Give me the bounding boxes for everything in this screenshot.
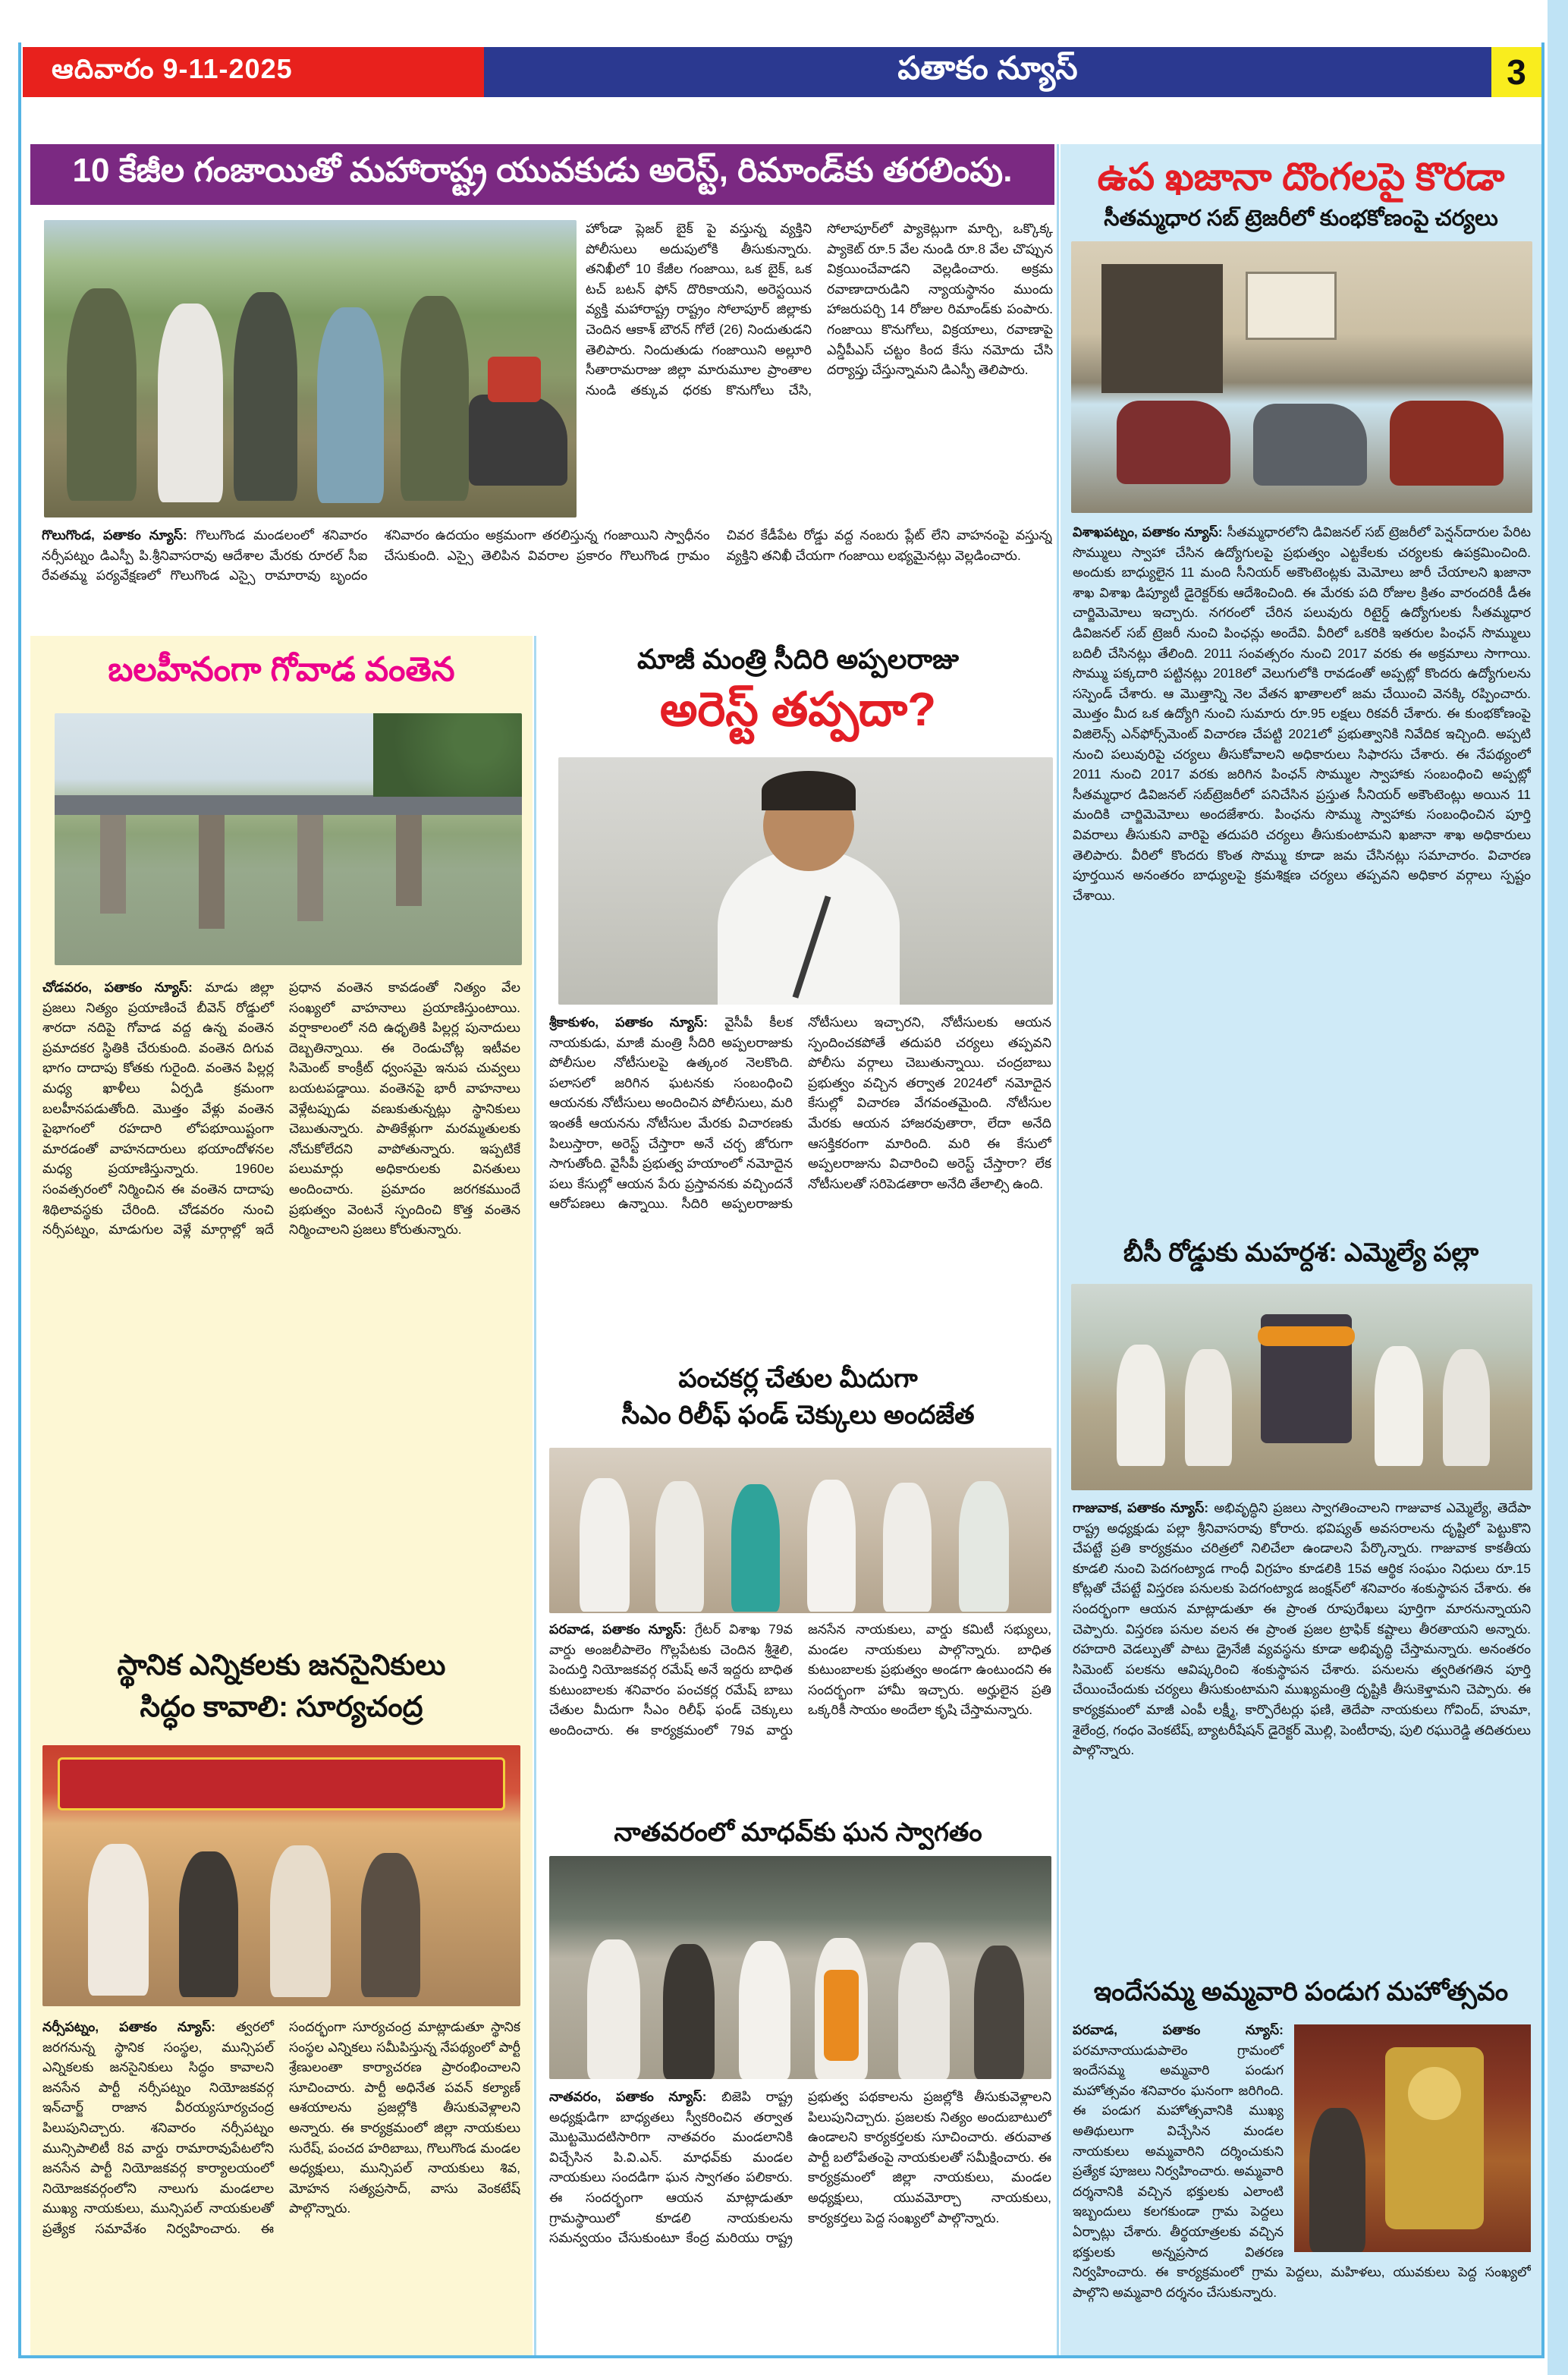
column-rule-left [534, 636, 536, 2355]
headline-text: నాతవరంలో మాధవ్‌కు ఘన స్వాగతం [614, 1818, 982, 1847]
masthead-text: పతాకం న్యూస్ [897, 49, 1078, 86]
hair-shape [762, 771, 856, 810]
masthead [484, 47, 1491, 97]
notice-board-shape [1246, 272, 1337, 340]
white-shirt-shape [718, 848, 900, 1005]
police-figure [67, 288, 137, 501]
person-figure [1117, 1345, 1165, 1466]
person-figure [361, 1853, 420, 1997]
devotee-figure [1309, 2108, 1365, 2252]
person-figure [974, 1946, 1024, 2079]
headline-text: బీసీ రోడ్డుకు మహర్దశ: ఎమ్మెల్యే పల్లా [1123, 1238, 1479, 1267]
headline-text: ఇందేసమ్మ అమ్మవారి పండుగ మహోత్సవం [1093, 1977, 1509, 2006]
person-figure [898, 1942, 950, 2079]
woman-figure [731, 1484, 780, 1612]
saffron-scarf-shape [824, 1970, 859, 2061]
body-text: హోండా ప్లెజర్ బైక్ పై వస్తున్న వ్యక్తిని పోలీసులు అదుపులోకి తీసుకున్నారు. తనిఖీలో 10 కేజీల గంజాయి, ఒక బైక్, ఒక టచ్ బటన్ ఫోన్ దొరికాయని, అరెస్టయిన వ్యక్తి మహారాష్ట్ర రాష్ట్రం సోలాపూర్ జిల్లాకు చెందిన ఆకాశ్ బౌరన్ గోలే (26) నిందుతుడని తెలిపారు. నిందుతుడు గంజాయిని అల్లూరి సీతారామరాజు జిల్లా మారుమూల ప్రాంతాల నుండి తక్కువ ధరకు కొనుగోలు చేసి, సోలాపూర్‌లో ప్యాకెట్లుగా మార్చి, ఒక్కొక్క ప్యాకెట్ రూ.5 వేల నుండి రూ.8 వేల చొప్పున విక్రయించేవాడని వెల్లడించారు. అక్రమ రవాణాదారుడిని న్యాయస్థానం ముందు హాజరుపర్చి 14 రోజుల రిమాండ్‌కు పంపారు. గంజాయి కొనుగోలు, విక్రయాలు, రవాణాపై ఎన్డీపీఎస్ చట్టం కింద కేసు నమోదు చేసి దర్యాప్తు చేస్తున్నామని డిఎస్పీ తెలిపారు. [586, 221, 1053, 398]
person-figure [1375, 1346, 1423, 1466]
person-figure [317, 307, 384, 503]
person-figure [883, 1483, 932, 1612]
headline-line2: అరెస్ట్ తప్పదా? [659, 684, 937, 736]
person-figure [179, 1851, 238, 1997]
janasena-meeting-photo [42, 1745, 520, 2006]
doorway-shape [1101, 264, 1223, 393]
treasury-office-photo [1071, 241, 1532, 513]
person-figure [739, 1941, 790, 2079]
body-text: అభివృద్ధిని ప్రజలు స్వాగతించాలని గాజువాక ఎమ్మెల్యే, తెదేపా రాష్ట్ర అధ్యక్షుడు పల్లా శ్రీనివాసరావు కోరారు. భవిష్యత్ అవసరాలను దృష్టిలో పెట్టుకొని చేపట్టే ప్రతి కార్యక్రమం చరిత్రలో నిలిచేలా ఉండాలని పేర్కొన్నారు. గాజువాక కాకతీయ కూడలి నుంచి పెదగంట్యాడ గాంధీ విగ్రహం కూడలికి 15వ ఆర్థిక సంఘం నిధులు రూ.15 కోట్లతో చేపట్టే విస్తరణ పనులకు పెదగంట్యాడ జంక్షన్‌లో శనివారం శంకుస్థాపన చేశారు. ఈ సందర్భంగా ఆయన మాట్లాడుతూ ఈ ప్రాంత రూపురేఖలు పూర్తిగా మారనున్నాయని చెప్పారు. విస్తరణ పనుల వలన ఈ ప్రాంత ప్రజల ట్రాఫిక్ కష్టాలు తీరతాయని అన్నారు. రహదారి వెడల్పుతో పాటు డ్రైనేజీ వ్యవస్థను కూడా అభివృద్ధి చేస్తామన్నారు. అనంతరం సిమెంట్ పలకను ఆవిష్కరించి శంకుస్థాపన చేశారు. పనులను త్వరితగతిన పూర్తి చేయించేందుకు చర్యలు తీసుకుంటామని ముఖ్యమంత్రి దృష్టికి తీసుకెళ్తామని చెప్పారు. ఈ కార్యక్రమంలో మాజీ ఎంపీ లక్ష్మీ, కార్పొరేటర్లు ఫణి, తెదేపా నాయకులు గోవింద్, హుమా, శైలేంద్ర, గంధం వెంకటేష్, బ్యాటరీషేషన్ డైరెక్టర్ మొల్లి, పెంటీరావు, పులి రఘురెడ్డి తదితరులు పాల్గొన్నారు. [1073, 1500, 1531, 1758]
headline-text: బలహీనంగా గోవాడ వంతెన [108, 651, 455, 688]
person-figure [807, 1480, 856, 1612]
body-text: గ్రేటర్ విశాఖ 79వ వార్డు అంజలీపాలెం గొల్లపేటకు చెందిన శ్రీశైలి, పెందుర్తి నియోజకవర్గ రమేష్ అనే ఇద్దరు బాధిత కుటుంబాలకు శనివారం పంచకర్ల రమేష్ బాబు చేతుల మీదుగా సీఎం రిలీఫ్ ఫండ్ చెక్కులు అందించారు. ఈ కార్యక్రమంలో 79వ వార్డు జనసేన నాయకులు, వార్డు కమిటీ సభ్యులు, మండల నాయకులు పాల్గొన్నారు. బాధిత కుటుంబాలకు ప్రభుత్వం అండగా ఉంటుందని ఈ సందర్భంగా హామీ ఇచ్చారు. అర్హులైన ప్రతి ఒక్కరికీ సాయం అందేలా కృషి చేస్తామన్నారు. [549, 1622, 1051, 1738]
person-figure [234, 292, 297, 501]
indesamma-festival-photo [1294, 2024, 1531, 2252]
headline-line2: సిద్ధం కావాలి: సూర్యచంద్ర [140, 1691, 423, 1724]
article-body [549, 2087, 1051, 2352]
frame-right [1541, 42, 1544, 2358]
body-text: పరమానాయుడుపాలెం గ్రామంలో ఇందేసమ్మ అమ్మవారి పండుగ మహోత్సవం శనివారం ఘనంగా జరిగింది. ఈ పండుగ మహోత్సవానికి ముఖ్య అతిథులుగా విచ్చేసిన మండల నాయకులు అమ్మవారిని దర్శించుకుని ప్రత్యేక పూజలు నిర్వహించారు. అమ్మవారి దర్శనానికి వచ్చిన భక్తులకు ఎలాంటి ఇబ్బందులు కలగకుండా గ్రామ పెద్దలు ఏర్పాట్లు చేశారు. తీర్థయాత్రలకు వచ్చిన భక్తులకు అన్నప్రసాద వితరణ నిర్వహించారు. ఈ కార్యక్రమంలో గ్రామ పెద్దలు, మహిళలు, యువకులు పెద్ద సంఖ్యలో పాల్గొని అమ్మవారి దర్శనం చేసుకున్నారు. [1073, 2042, 1531, 2300]
dateline: పరవాడ, పతాకం న్యూస్: [549, 1622, 687, 1637]
scooter-shape [1117, 401, 1230, 484]
article-body [42, 977, 520, 1637]
body-text: మాడు జిల్లా ప్రజలు నిత్యం ప్రయాణించే బీవెన్ రోడ్డులో శారదా నదిపై గోవాడ వద్ద ఉన్న వంతెన ప్రమాదకర స్థితికి చేరుకుంది. వంతెన దిగువ భాగం దాదాపు కోతకు గురైంది. వంతెన పిల్లర్ల మధ్య ఖాళీలు ఏర్పడి క్రమంగా బలహీనపడుతోంది. మొత్తం వేళ్లు వంతెన పైభాగంలో రహదారి లోపభూయిష్టంగా మారడంతో వాహనదారులు భయాందోళనల మధ్య ప్రయాణిస్తున్నారు. 1960ల సంవత్సరంలో నిర్మించిన ఈ వంతెన దాదాపు శిథిలావస్థకు చేరింది. చోడవరం నుంచి నర్సీపట్నం, మాడుగుల వెళ్లే మార్గాల్లో ఇదే ప్రధాన వంతెన కావడంతో నిత్యం వేల సంఖ్యలో వాహనాలు ప్రయాణిస్తుంటాయి. వర్షాకాలంలో నది ఉధృతికి పిల్లర్ల పునాదులు దెబ్బతిన్నాయి. ఈ రెండుచోట్ల ఇటీవల సిమెంట్ కాంక్రీట్ ధ్వంసమై ఇనుప చువ్వలు బయటపడ్డాయి. వంతెనపై భారీ వాహనాలు వెళ్లేటప్పుడు వణుకుతున్నట్లు స్థానికులు చెబుతున్నారు. పాతికేళ్లుగా మరమ్మతులకు నోచుకోలేదని వాపోతున్నారు. ఇప్పటికే పలుమార్లు అధికారులకు వినతులు అందించారు. ప్రమాదం జరగకముందే ప్రభుత్వం వెంటనే స్పందించి కొత్త వంతెన నిర్మించాలని ప్రజలు కోరుతున్నారు. [42, 980, 520, 1238]
headline-line1: స్థానిక ఎన్నికలకు జనసైనికులు [117, 1650, 446, 1681]
dateline: గాజువాక, పతాకం న్యూస్: [1073, 1500, 1209, 1515]
dateline: గొలుగొండ, పతాకం న్యూస్: [42, 527, 187, 543]
person-figure [580, 1478, 630, 1612]
body-text: వైసీపీ కీలక నాయకుడు, మాజీ మంత్రి సీదిరి అప్పలరాజుకు పోలీసుల నోటీసులపై ఉత్కంఠ నెలకొంది. పలాసలో జరిగిన ఘటనకు సంబంధించి ఆయనకు నోటీసులు అందించిన పోలీసులు, మరి ఇంతకీ ఆయనను నోటీసుల మేరకు విచారణకు పిలుస్తారా, అరెస్ట్ చేస్తారా అనే చర్చ జోరుగా సాగుతోంది. వైసీపీ ప్రభుత్వ హయాంలో నమోదైన పలు కేసుల్లో ఆయన పేరు ప్రస్తావనకు వచ్చిందనే ఆరోపణలు ఉన్నాయి. సీదిరి అప్పలరాజుకు నోటీసులు ఇచ్చారని, నోటీసులకు ఆయన స్పందించకపోతే తదుపరి చర్యలు తప్పవని పోలీసు వర్గాలు చెబుతున్నాయి. చంద్రబాబు ప్రభుత్వం వచ్చిన తర్వాత 2024లో నమోదైన కేసుల్లో విచారణ వేగవంతమైంది. నోటీసుల మేరకు ఆయన హాజరవుతారా, లేదా అనేది ఆసక్తికరంగా మారింది. మరి ఈ కేసులో అప్పలరాజును విచారించి అరెస్ట్ చేస్తారా? లేక నోటీసులతో సరిపెడతారా అనేది తేలాల్సి ఉంది. [549, 1014, 1051, 1212]
seized-bag-shape [488, 357, 541, 402]
scooter-shape [1390, 401, 1504, 486]
body-text: బిజెపి రాష్ట్ర అధ్యక్షుడిగా బాధ్యతలు స్వీకరించిన తర్వాత మొట్టమొదటిసారిగా నాతవరం మండలానికి విచ్చేసిన పి.వి.ఎన్. మాధవ్‌కు మండల నాయకులు సందడిగా ఘన స్వాగతం పలికారు. ఈ సందర్భంగా ఆయన మాట్లాడుతూ గ్రామస్థాయిలో కూడలి నాయకులను సమన్వయం చేసుకుంటూ కేంద్ర మరియు రాష్ట్ర ప్రభుత్వ పథకాలను ప్రజల్లోకి తీసుకువెళ్లాలని పిలుపునిచ్చారు. ప్రజలకు నిత్యం అందుబాటులో ఉండాలని కార్యకర్తలకు సూచించారు. తరువాత పార్టీ బలోపేతంపై నాయకులతో సమీక్షించారు. ఈ కార్యక్రమంలో జిల్లా నాయకులు, మండల అధ్యక్షులు, యువమోర్చా నాయకులు, కార్యకర్తలు పెద్ద సంఖ్యలో పాల్గొన్నారు. [549, 2089, 1051, 2246]
bridge-pillar [100, 815, 126, 914]
person-figure [587, 1939, 640, 2079]
article-body [42, 2017, 520, 2346]
edge-band [1548, 0, 1568, 2375]
indesamma-headline [1061, 1974, 1541, 2011]
frame-bottom [18, 2355, 1543, 2358]
treasury-subhead [1061, 206, 1541, 237]
person-figure [158, 304, 223, 502]
body-text: సీతమ్మధారలోని డివిజనల్ సబ్ ట్రెజరీలో పెన్షన్‌దారుల పేరిట సొమ్ములు స్వాహా చేసిన ఉద్యోగులపై ప్రభుత్వం ఎట్టకేలకు చర్యలకు ఉపక్రమించింది. అందుకు బాధ్యులైన 11 మంది సీనియర్ అకౌంటెంట్లకు మెమోలు జారీ చేయాలని ఖజానా శాఖ విశాఖ డిప్యూటీ డైరెక్టర్‌కు ఆదేశించింది. ఈ మేరకు పది రోజుల క్రితం వారందరికీ డీఈ చార్జిమెమోలు ఇచ్చారు. నగరంలో చేరిన పలువురు రిటైర్డ్ ఉద్యోగులకు సీతమ్మధార డివిజనల్ సబ్ ట్రెజరీ నుంచి పింఛన్లు అందేవి. వీరిలో ఒకరికి ఇతరుల పింఛన్ సొమ్ములు బదిలీ చేసినట్లు తేలింది. 2011 సంవత్సరం నుంచి 2017 వరకు ఈ అక్రమాలు సాగాయి. సొమ్ము పక్కదారి పట్టినట్లు 2018లో వెలుగులోకి రావడంతో అప్పట్లో కొందరు ఉద్యోగులను సస్పెండ్ చేశారు. ఆ మొత్తాన్ని నెల వేతన ఖాతాలలో జమ చేయించి వెనక్కి రప్పించారు. మొత్తం మీద ఒక ఉద్యోగి నుంచి సుమారు రూ.95 లక్షలు రికవరీ చేశారు. ఈ కుంభకోణంపై విజిలెన్స్ ఎన్‌ఫోర్స్‌మెంట్ విచారణ చేపట్టి 2021లో ప్రభుత్వానికి నివేదిక ఇచ్చింది. అప్పటి నుంచి పలువురిపై చర్యలు తీసుకోవాలని అధికారులు సిఫారసు చేశారు. ఈ నేపథ్యంలో 2011 నుంచి 2017 వరకు జరిగిన పింఛన్ సొమ్ముల స్వాహాకు సంబంధించి అప్పట్లో సీతమ్మధార డివిజనల్ సబ్‌ట్రెజరీలో పనిచేసిన ప్రస్తుత సీనియర్ అకౌంటెంట్లు అయిన 11 మందికి చార్జిమెమోలు అందజేశారు. పింఛను సొమ్ము స్వాహాకు సంబంధించిన పూర్తి వివరాలు తీసుకుని వారిపై తదుపరి చర్యలు తీసుకుంటామని ఖజానా శాఖ అధికారులు తెలిపారు. వీరిలో కొందరు కొంత సొమ్ము కూడా జమ చేసినట్లు సమాచారం. విచారణ పూర్తయిన అనంతరం బాధ్యులపై క్రమశిక్షణ చర్యలు తప్పవని అధికార వర్గాలు స్పష్టం చేశాయి. [1073, 524, 1531, 903]
article-body [1073, 1498, 1531, 1970]
madhav-welcome-photo [549, 1856, 1051, 2079]
body-text: గొలుగొండ మండలంలో శనివారం నర్సీపట్నం డిఎస్పీ పి.శ్రీనివాసరావు ఆదేశాల మేరకు రూరల్ సీఐ రేవతమ్మ పర్యవేక్షణలో గొలుగొండ ఎస్సై రామారావు బృందం శనివారం ఉదయం అక్రమంగా తరలిస్తున్న గంజాయిని స్వాధీనం చేసుకుంది. ఎస్సై తెలిపిన వివరాల ప్రకారం గొలుగొండ గ్రామం చివర కేడీపేట రోడ్డు వద్ద నంబరు ప్లేట్ లేని వాహనంపై వస్తున్న వ్యక్తిని తనిఖీ చేయగా గంజాయి లభ్యమైనట్లు వెల్లడించారు. [42, 527, 1052, 584]
govada-headline [30, 651, 533, 698]
dateline: నర్సీపట్నం, పతాకం న్యూస్: [42, 2019, 216, 2034]
bridge-pillar [396, 815, 422, 906]
page-number-text: 3 [1507, 52, 1526, 92]
sidiri-appalaraju-photo [558, 757, 1053, 1005]
body-text: త్వరలో జరగనున్న స్థానిక సంస్థల, మున్సిపల్ ఎన్నికలకు జనసైనికులు సిద్ధం కావాలని జనసేన పార్టీ నర్సీపట్నం నియోజకవర్గ ఇన్‌చార్జ్ రాజాన వీరయ్యసూర్యచంద్ర పిలుపునిచ్చారు. శనివారం నర్సీపట్నం మున్సిపాలిటీ 8వ వార్డు రామారావుపేటలోని జనసేన పార్టీ నియోజకవర్గ కార్యాలయంలో నియోజకవర్గంలోని నాలుగు మండలాల ముఖ్య నాయకులు, మున్సిపల్ నాయకులతో ప్రత్యేక సమావేశం నిర్వహించారు. ఈ సందర్భంగా సూర్యచంద్ర మాట్లాడుతూ స్థానిక సంస్థల ఎన్నికలు సమీపిస్తున్న నేపథ్యంలో పార్టీ శ్రేణులంతా కార్యాచరణ ప్రారంభించాలని సూచించారు. పార్టీ అధినేత పవన్ కల్యాణ్ ఆశయాలను ప్రజల్లోకి తీసుకువెళ్లాలని అన్నారు. ఈ కార్యక్రమంలో జిల్లా నాయకులు సురేష్, పంచద హరిబాబు, గొలుగొండ మండల అధ్యక్షులు, మున్సిపల్ నాయకులు శివ, మోహన సత్యప్రసాద్, వాసు వెంకటేష్ పాల్గొన్నారు. [42, 2019, 520, 2236]
suryachandra-headline [30, 1645, 533, 1729]
relief-fund-photo [549, 1448, 1051, 1613]
scooter-shape [1253, 404, 1367, 486]
article-body [42, 525, 1052, 631]
treasury-headline [1061, 155, 1541, 209]
article-body [549, 1012, 1051, 1354]
seized-bike-shape [469, 395, 567, 486]
dateline: విశాఖపట్నం, పతాకం న్యూస్: [1073, 524, 1223, 539]
sidiri-headline-top [540, 643, 1056, 682]
subhead-text: సీతమ్మధార సబ్ ట్రెజరీలో కుంభకోణంపై చర్యలు [1104, 206, 1498, 231]
person-figure [88, 1844, 149, 1996]
article-body [1073, 522, 1531, 1228]
idol-face-shape [1408, 2067, 1461, 2120]
dateline: పరవాడ, పతాకం న్యూస్: [1073, 2022, 1284, 2037]
banner-shape [58, 1757, 505, 1810]
bridge-pillar [199, 815, 225, 929]
bcroad-event-photo [1071, 1284, 1532, 1490]
ganja-seizure-photo [44, 220, 577, 517]
dateline: నాతవరం, పతాకం న్యూస్: [549, 2089, 707, 2104]
relief-headline [540, 1361, 1056, 1433]
person-figure [655, 1481, 704, 1612]
person-figure [1185, 1349, 1232, 1466]
edition-date [23, 47, 484, 97]
headline-text: ఉప ఖజానా దొంగలపై కొరడా [1097, 156, 1505, 198]
police-figure [401, 296, 469, 501]
article-body [549, 1619, 1051, 1809]
article-body [586, 219, 1053, 521]
dateline: చోడవరం, పతాకం న్యూస్: [42, 980, 193, 995]
frame-left [18, 42, 21, 2358]
bridge-deck-shape [55, 795, 522, 815]
madhav-headline [540, 1815, 1056, 1851]
person-figure [270, 1845, 331, 1997]
page-number [1491, 47, 1541, 97]
garland-shape [1258, 1326, 1355, 1346]
person-figure [663, 1944, 715, 2079]
person-figure [1443, 1349, 1490, 1466]
headline-line2: సీఎం రిలీఫ్ ఫండ్ చెక్కులు అందజేత [621, 1400, 975, 1430]
main-headline-bar [30, 144, 1054, 205]
sidiri-headline-main [540, 683, 1056, 748]
bcroad-headline [1061, 1235, 1541, 1272]
govada-bridge-photo [55, 713, 522, 965]
person-figure [959, 1481, 1009, 1612]
headline-line1: మాజీ మంత్రి సీదిరి అప్పలరాజు [636, 643, 960, 675]
main-headline-text: 10 కేజీల గంజాయితో మహారాష్ట్ర యువకుడు అరెస్ట్, రిమాండ్‌కు తరలింపు. [72, 151, 1013, 189]
date-text: ఆదివారం 9-11-2025 [52, 52, 293, 84]
headline-line1: పంచకర్ల చేతుల మీదుగా [678, 1364, 918, 1393]
bridge-pillar [297, 815, 323, 921]
trees-shape [373, 713, 522, 797]
dateline: శ్రీకాకుళం, పతాకం న్యూస్: [549, 1014, 709, 1030]
article-body [1073, 2020, 1531, 2352]
column-rule-right [1057, 144, 1059, 2355]
